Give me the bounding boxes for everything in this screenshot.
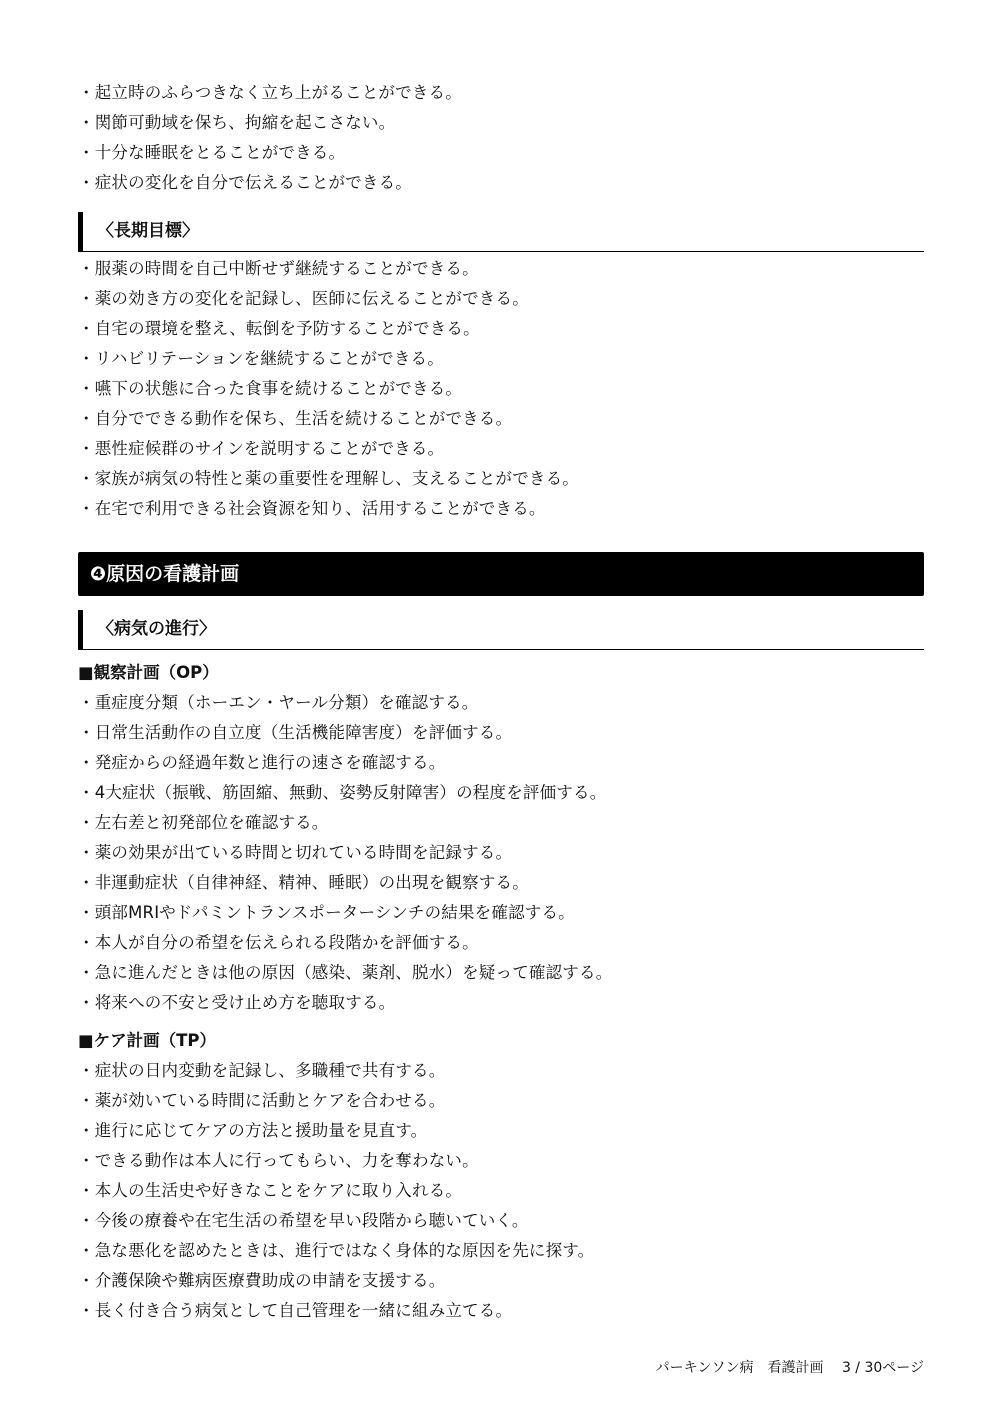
- document-page: [78, 78, 924, 1326]
- observation-plan-list: [78, 688, 924, 1018]
- short-term-goal-list: [78, 78, 924, 198]
- list-item: ・頭部MRIやドパミントランスポーターシンチの結果を確認する。: [78, 903, 575, 922]
- list-item: ・発症からの経過年数と進行の速さを確認する。: [78, 753, 446, 772]
- list-item: ・家族が病気の特性と薬の重要性を理解し、支えることができる。: [78, 469, 579, 488]
- list-item: ・長く付き合う病気として自己管理を一緒に組み立てる。: [78, 1301, 513, 1320]
- list-item: ・左右差と初発部位を確認する。: [78, 813, 329, 832]
- care-plan-heading: ■ケア計画（TP）: [78, 1031, 216, 1050]
- list-item: ・できる動作は本人に行ってもらい、力を奪わない。: [78, 1151, 479, 1170]
- list-item: ・悪性症候群のサインを説明することができる。: [78, 439, 445, 458]
- section-title: ❹原因の看護計画: [78, 552, 924, 596]
- list-item: ・十分な睡眠をとることができる。: [78, 143, 346, 162]
- list-item: ・急な悪化を認めたときは、進行ではなく身体的な原因を先に探す。: [78, 1241, 595, 1260]
- long-term-goal-heading: 〈長期目標〉: [78, 212, 924, 252]
- list-item: ・症状の日内変動を記録し、多職種で共有する。: [78, 1061, 446, 1080]
- list-item: ・薬の効き方の変化を記録し、医師に伝えることができる。: [78, 289, 529, 308]
- list-item: ・進行に応じてケアの方法と援助量を見直す。: [78, 1121, 428, 1140]
- list-item: ・今後の療養や在宅生活の希望を早い段階から聴いていく。: [78, 1211, 529, 1230]
- list-item: ・重症度分類（ホーエン・ヤール分類）を確認する。: [78, 693, 479, 712]
- disease-progression-heading: 〈病気の進行〉: [78, 610, 924, 650]
- list-item: ・非運動症状（自律神経、精神、睡眠）の出現を観察する。: [78, 873, 529, 892]
- list-item: ・自宅の環境を整え、転倒を予防することができる。: [78, 319, 480, 338]
- list-item: ・嚥下の状態に合った食事を続けることができる。: [78, 379, 463, 398]
- list-item: ・4大症状（振戦、筋固縮、無動、姿勢反射障害）の程度を評価する。: [78, 783, 607, 802]
- footer-document-title: パーキンソン病 看護計画: [655, 1360, 824, 1376]
- list-item: ・本人が自分の希望を伝えられる段階かを評価する。: [78, 933, 479, 952]
- list-item: ・薬が効いている時間に活動とケアを合わせる。: [78, 1091, 446, 1110]
- list-item: ・薬の効果が出ている時間と切れている時間を記録する。: [78, 843, 513, 862]
- page-footer: [656, 1358, 924, 1378]
- page-number: 3 / 30ページ: [841, 1360, 924, 1376]
- list-item: ・急に進んだときは他の原因（感染、薬剤、脱水）を疑って確認する。: [78, 963, 613, 982]
- list-item: ・服薬の時間を自己中断せず継続することができる。: [78, 259, 479, 278]
- list-item: ・症状の変化を自分で伝えることができる。: [78, 173, 412, 192]
- list-item: ・介護保険や難病医療費助成の申請を支援する。: [78, 1271, 446, 1290]
- list-item: ・在宅で利用できる社会資源を知り、活用することができる。: [78, 499, 546, 518]
- list-item: ・本人の生活史や好きなことをケアに取り入れる。: [78, 1181, 463, 1200]
- care-plan-list: [78, 1056, 924, 1326]
- list-item: ・起立時のふらつきなく立ち上がることができる。: [78, 83, 462, 102]
- list-item: ・日常生活動作の自立度（生活機能障害度）を評価する。: [78, 723, 513, 742]
- long-term-goal-list: [78, 254, 924, 524]
- list-item: ・リハビリテーションを継続することができる。: [78, 349, 444, 368]
- list-item: ・自分でできる動作を保ち、生活を続けることができる。: [78, 409, 513, 428]
- observation-plan-heading: ■観察計画（OP）: [78, 663, 219, 682]
- list-item: ・関節可動域を保ち、拘縮を起こさない。: [78, 113, 396, 132]
- list-item: ・将来への不安と受け止め方を聴取する。: [78, 993, 396, 1012]
